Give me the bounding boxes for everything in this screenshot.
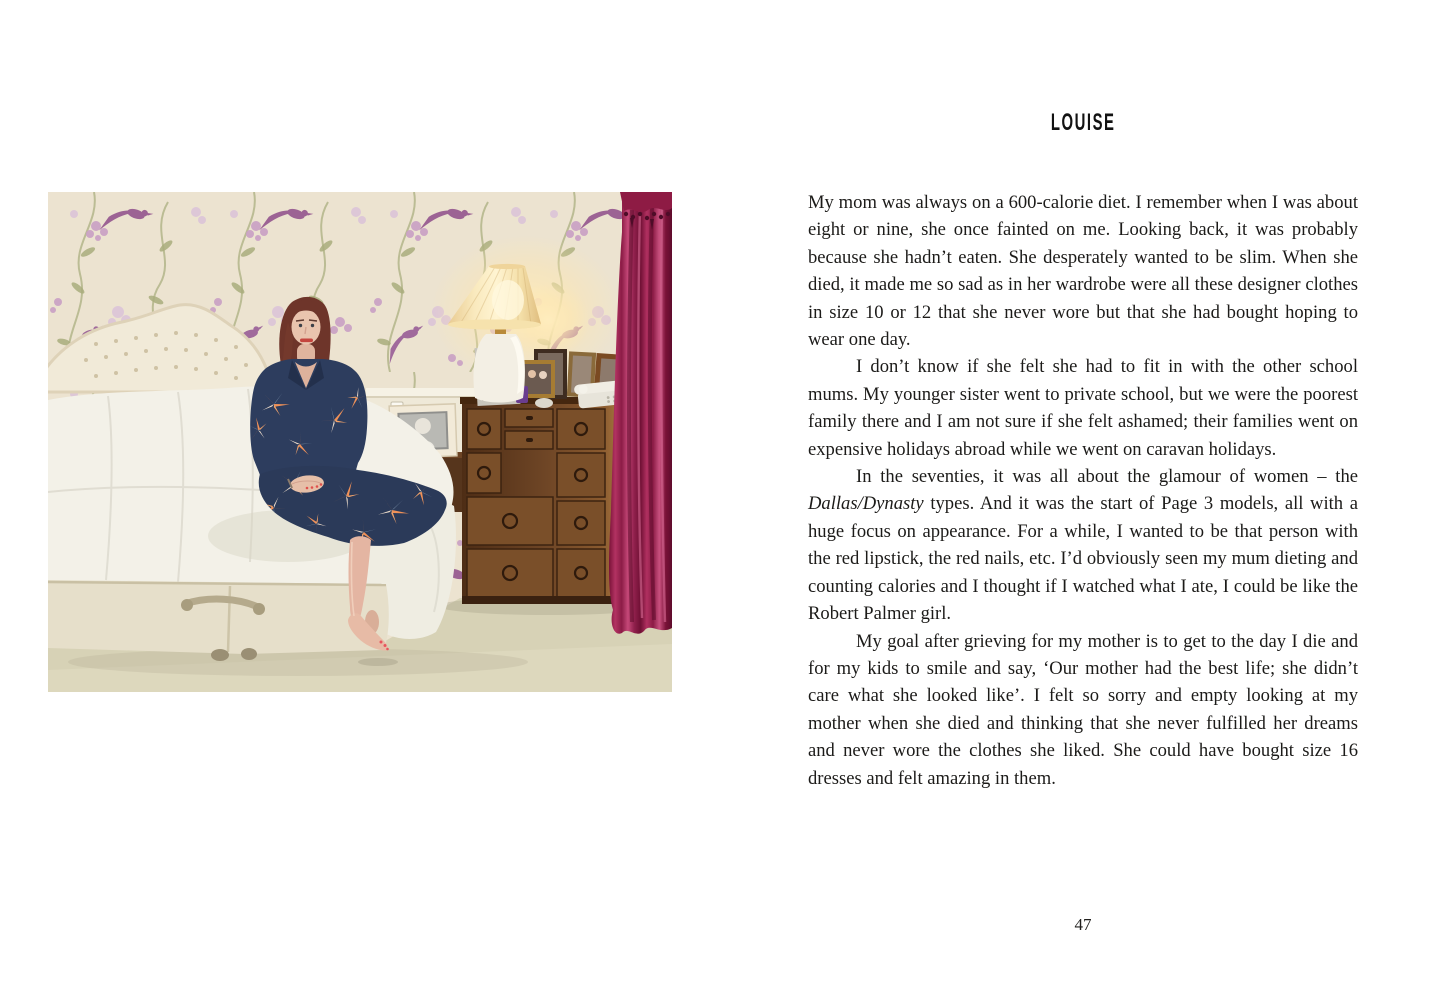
paragraph-3-text-a: In the seventies, it was all about the glamour of women – the xyxy=(856,466,1358,488)
bedroom-photograph xyxy=(48,192,672,692)
paragraph-3 xyxy=(808,463,1358,627)
paragraph-2-text: I don’t know if she felt she had to fit in with the other school mums. My younger sister went to private school, but we were the poorest family there and I am not sure if she felt ashamed; their families went on expensive holidays abroad while we went on caravan holidays. xyxy=(808,356,1358,460)
trinket xyxy=(535,398,553,408)
page-number: 47 xyxy=(1074,915,1092,934)
bedroom-photo-illustration xyxy=(48,192,672,692)
paragraph-2 xyxy=(808,353,1358,463)
bed-caster xyxy=(241,648,257,660)
foot-shadow xyxy=(358,658,398,666)
lips xyxy=(300,339,313,343)
chest-of-drawers xyxy=(460,397,634,604)
right-page xyxy=(808,0,1358,982)
page-header-title xyxy=(808,111,1358,135)
paragraph-1 xyxy=(808,189,1358,353)
paragraph-4 xyxy=(808,628,1358,792)
paragraph-3-italic-title: Dallas/Dynasty xyxy=(808,493,924,515)
paragraph-4-text: My goal after grieving for my mother is to get to the day I die and for my kids to smile and say, ‘Our mother had the best life; she didn’t care what she looked like’. I felt so sorry and empty looking at my mother when she died and thinking that she never fulfilled her dreams and never wore the clothes she liked. She could have bought size 16 dresses and felt amazing in them. xyxy=(808,630,1358,789)
curtain-header xyxy=(620,192,672,212)
bed-caster xyxy=(211,649,229,661)
page-header-title-text: LOUISE xyxy=(1050,109,1116,136)
divan-base xyxy=(48,580,389,654)
paragraph-1-text: My mom was always on a 600-calorie diet. I remember when I was about eight or nine, she once fainted on me. Looking back, it was probably because she hadn’t eaten. She desperately wanted to be slim. When she died, it made me so sad as in her wardrobe were all these designer clothes in size 10 or 12 that she never wore but that she had bought hoping to wear one day. xyxy=(808,192,1358,351)
paragraph-3-text-b: types. And it was the start of Page 3 models, all with a huge focus on appearance. For a while, I wanted to be that person with the red lipstick, the red nails, etc. I’d obviously seen my mum dieting and counting calories and I thought if I watched what I ate, I could be like the Robert Palmer girl. xyxy=(808,493,1358,625)
article-text xyxy=(808,189,1358,792)
